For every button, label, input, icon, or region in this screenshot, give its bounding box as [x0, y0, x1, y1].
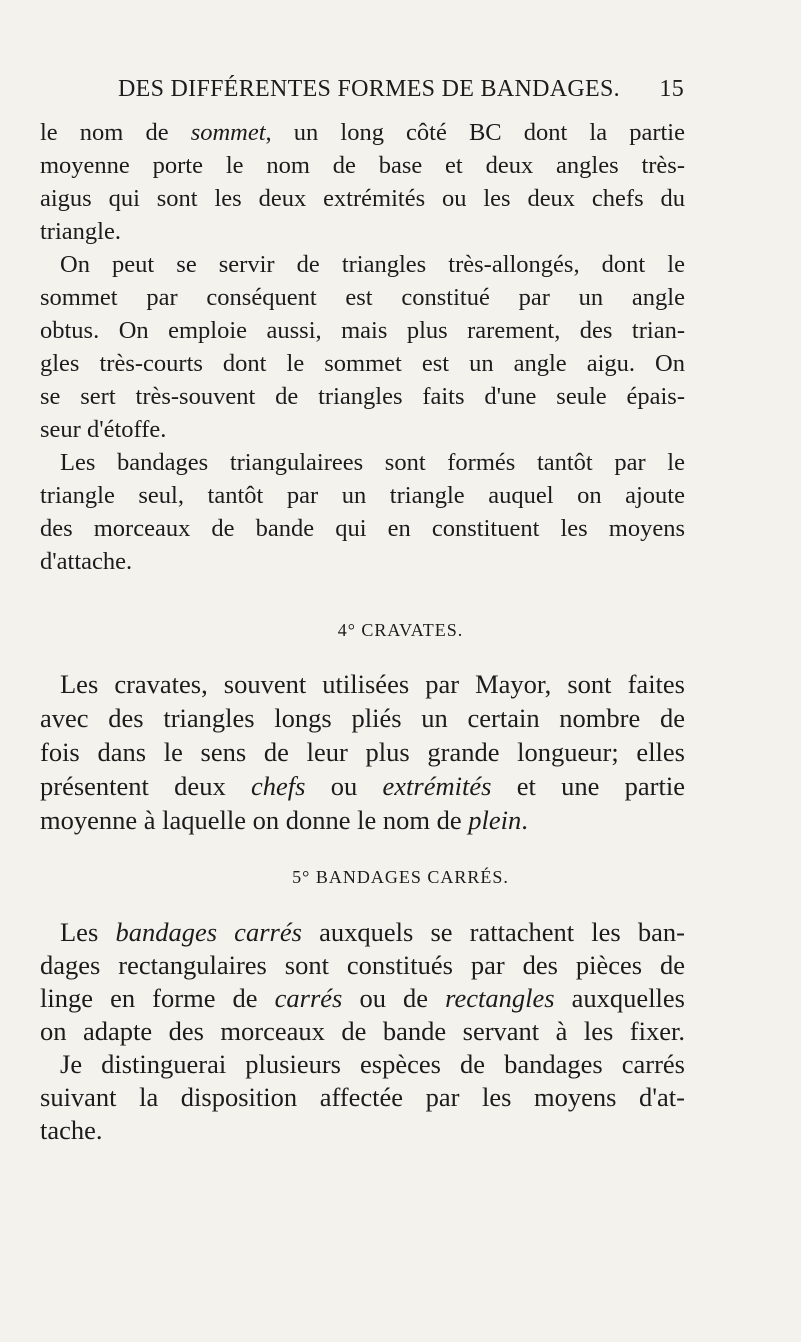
text-line: obtus. On emploie aussi, mais plus rarement, des trian- — [40, 317, 685, 344]
section-heading-cravates: 4° CRAVATES. — [337, 620, 464, 640]
text-line: se sert très-souvent de triangles faits d'une seule épais- — [40, 383, 685, 410]
text-line: tache. — [40, 1115, 103, 1145]
text-line: d'attache. — [40, 548, 133, 575]
text-line: triangle seul, tantôt par un triangle auquel on ajoute — [40, 482, 685, 509]
text-line: Je distinguerai plusieurs espèces de bandages carrés — [60, 1049, 685, 1079]
text-line: seur d'étoffe. — [40, 416, 167, 443]
text-line: fois dans le sens de leur plus grande longueur; elles — [40, 737, 685, 767]
text-line: aigus qui sont les deux extrémités ou les deux chefs du — [40, 185, 685, 212]
text-line: des morceaux de bande qui en constituent les moyens — [40, 515, 685, 542]
text-line: Les bandages carrés auxquels se rattachent les ban- — [60, 917, 686, 947]
section-heading-bandages-carres: 5° BANDAGES CARRÉS. — [292, 867, 509, 887]
text-line: présentent deux chefs ou extrémités et une partie — [40, 771, 685, 801]
text-line: avec des triangles longs pliés un certain nombre de — [40, 703, 685, 733]
text-line: sommet par conséquent est constitué par un angle — [40, 284, 685, 311]
text-line: moyenne à laquelle on donne le nom de plein. — [40, 805, 528, 835]
text-line: moyenne porte le nom de base et deux angles très- — [40, 152, 685, 179]
running-title: DES DIFFÉRENTES FORMES DE BANDAGES. — [118, 76, 620, 102]
text-line: le nom de sommet, un long côté BC dont la partie — [40, 119, 685, 146]
text-line: triangle. — [40, 218, 121, 245]
text-line: Les bandages triangulairees sont formés tantôt par le — [60, 449, 685, 476]
text-line: linge en forme de carrés ou de rectangles auxquelles — [40, 983, 685, 1013]
page-number: 15 — [659, 76, 684, 102]
text-line: On peut se servir de triangles très-allongés, dont le — [60, 251, 685, 278]
text-line: Les cravates, souvent utilisées par Mayor, sont faites — [60, 669, 685, 699]
text-line: suivant la disposition affectée par les moyens d'at- — [40, 1082, 685, 1112]
text-line: dages rectangulaires sont constitués par des pièces de — [40, 950, 685, 980]
text-line: gles très-courts dont le sommet est un angle aigu. On — [40, 350, 685, 377]
running-header — [118, 76, 684, 106]
text-line: on adapte des morceaux de bande servant à les fixer. — [40, 1016, 685, 1046]
